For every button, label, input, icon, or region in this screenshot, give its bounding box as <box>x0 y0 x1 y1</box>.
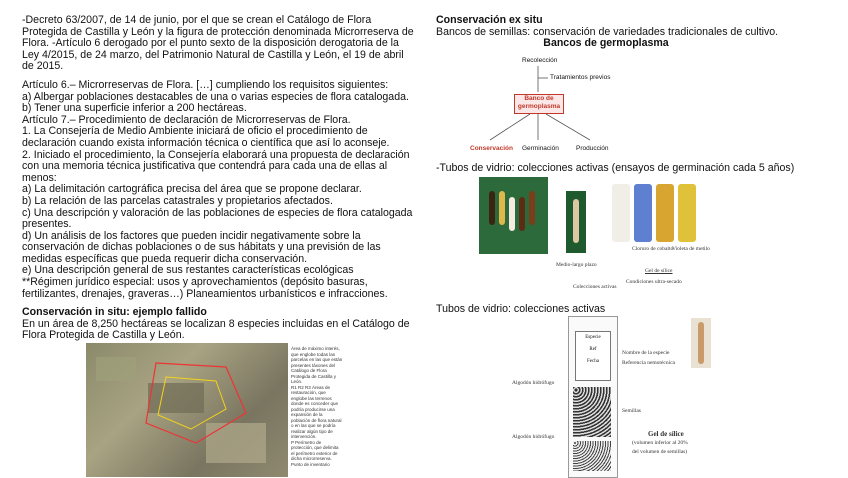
tube-shape <box>499 191 505 225</box>
tube-shape <box>509 197 515 231</box>
node-produccion: Producción <box>576 145 609 152</box>
microreserve-map-image <box>86 343 346 477</box>
td-gel-desc-1: (volumen inferior al 20% <box>632 440 688 446</box>
decree-paragraph: -Decreto 63/2007, de 14 de junio, por el que se crean el Catálogo de Flora Protegida de Castilla y León y la figura de protección denominada Microrreserva de Flora. -Artículo 6 derogado por el punto sexto de la disposición derogatoria de la Ley 4/2015, de 24 marzo, del Patrimonio Natural de Castilla y León, el 19 de abril de 2015. <box>22 14 414 73</box>
text-line: d) Un análisis de los factores que pueden incidir negativamente sobre la conservación de dichas poblaciones o de sus hábitats y una previsión de las medidas específicas que pueda requerir dicha conservación. <box>22 229 381 265</box>
tubes-photo-1 <box>479 177 548 254</box>
insitu-text: En un área de 8,250 hectáreas se localizan 8 especies incluidas en el Catálogo de Flora Protegida de Castilla y León. <box>22 317 410 342</box>
diagram-title: Bancos de germoplasma <box>543 37 669 50</box>
text-line: **Régimen jurídico especial: usos y aprovechamientos (depósito basuras, fertilizantes, drenajes, graveras…) Planeamientos urbanísticos e infracciones. <box>22 276 388 300</box>
tubos-label-2: Tubos de vidrio: colecciones activas <box>436 303 606 315</box>
text-line: 2. Iniciado el procedimiento, la Consejería elaborará una propuesta de declaración con una memoria técnica justificativa que contendrá para cada una de ellas al menos: <box>22 148 410 184</box>
td-algodon-2: Algodón hidrófugo <box>512 434 555 440</box>
td-gel-desc-2: del volumen de semillas) <box>632 449 688 455</box>
tube-label-box <box>575 331 611 381</box>
td-semillas: Semillas <box>622 408 641 414</box>
text-line: e) Una descripción general de sus restantes características ecológicas <box>22 264 354 277</box>
tube-diagram <box>568 316 618 478</box>
map-legend <box>288 343 346 477</box>
td-referencia: Referencia nemotécnica <box>622 360 675 366</box>
text-line: b) La relación de las parcelas catastrales y propietarios afectados. <box>22 194 333 207</box>
tube-shape <box>529 191 535 225</box>
text-line: c) Una descripción y valoración de las poblaciones de especies de flora catalogada presentes. <box>22 206 413 231</box>
label-violeta: Violeta de metilo <box>672 246 710 252</box>
left-column <box>22 15 414 342</box>
tube-shape <box>519 197 525 231</box>
legend-item: Área de máximo interés, que englobe todas las parcelas en las que están presentes táxones del Catálogo de Flora Protegida de Castilla y León. <box>291 346 343 384</box>
insitu-heading: Conservación in situ: ejemplo fallido <box>22 306 207 319</box>
label-medio-largo: Medio-largo plazo <box>556 262 597 268</box>
tube-shape <box>489 191 495 225</box>
text-line: a) La delimitación cartográfica precisa del área que se propone declarar. <box>22 183 362 196</box>
map-overlay <box>86 343 288 477</box>
silica-tube <box>656 184 674 242</box>
germplasm-flow-diagram <box>470 52 650 162</box>
tube-shape <box>573 199 579 243</box>
label-gel: Gel de sílice <box>645 268 673 274</box>
tube-ref: Ref <box>589 347 597 352</box>
text-line: Artículo 6.– Microrreservas de Flora. […] cumpliendo los requisitos siguientes: <box>22 78 389 91</box>
node-recoleccion: Recolección <box>522 57 558 64</box>
silica-tube <box>634 184 652 242</box>
text-line: Artículo 7.– Procedimiento de declaración de Microrreservas de Flora. <box>22 113 351 126</box>
tubes-photo-2 <box>566 191 586 253</box>
exsitu-heading: Conservación ex situ <box>436 14 543 26</box>
td-algodon-1: Algodón hidrófugo <box>512 380 555 386</box>
node-banco: Banco de germoplasma <box>514 94 564 114</box>
td-nombre: Nombre de la especie <box>622 350 670 356</box>
tube-photo-small <box>691 318 711 368</box>
tube-fecha: Fecha <box>587 359 599 364</box>
text-line: a) Albergar poblaciones destacables de una o varias especies de flora catalogada. <box>22 90 409 103</box>
text-line: 1. La Consejería de Medio Ambiente iniciará de oficio el procedimiento de declaración cuando exista información técnica o científica que así lo aconseje. <box>22 125 390 149</box>
node-tratamientos: Tratamientos previos <box>550 74 611 81</box>
tubos-activas-label: -Tubos de vidrio: colecciones activas (ensayos de germinación cada 5 años) <box>436 162 795 174</box>
silica-tube <box>678 184 696 242</box>
label-colecciones: Colecciones activas <box>573 284 617 290</box>
td-gel-title: Gel de sílice <box>648 430 684 438</box>
node-germinacion: Germinación <box>522 145 559 152</box>
node-conservacion: Conservación <box>470 145 513 152</box>
legend-item: P Perímetro de protección, que delimita el perímetro exterior de dicha microrreserva. <box>291 439 339 461</box>
seeds-fill <box>573 387 611 437</box>
label-cloruro: Cloruro de cobalto <box>632 246 674 252</box>
text-line: b) Tener una superficie inferior a 200 hectáreas. <box>22 102 247 115</box>
tube-especie: Especie <box>585 335 601 340</box>
silica-tube <box>612 184 630 242</box>
label-ultra: Condiciones ultra-secado <box>626 279 682 285</box>
silica-photo <box>612 184 700 242</box>
exsitu-text: Bancos de semillas: conservación de variedades tradicionales de cultivo. <box>436 25 779 38</box>
tube-shape <box>698 322 704 364</box>
silica-fill <box>573 441 611 471</box>
legend-item: Punto de inventario <box>291 461 330 467</box>
right-column <box>436 15 836 50</box>
legend-item: R1 R2 R3 Áreas de restauración, que englobe las terrenos donde es conceder que podría producirse una expansión de la población de flora natural o en las que se podría realizar algún tipo de intervención. <box>291 384 342 439</box>
